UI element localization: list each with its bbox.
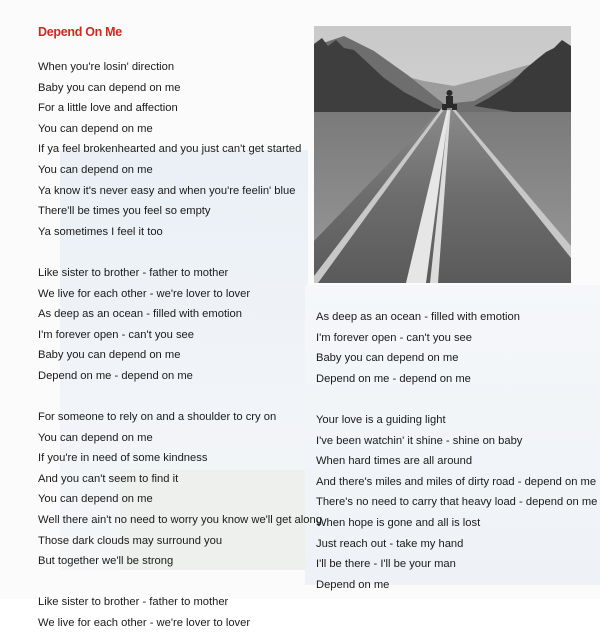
- lyric-line: We live for each other - we're lover to lover: [38, 287, 251, 300]
- lyric-line: Depend on me - depend on me: [38, 369, 193, 382]
- lyric-line: For someone to rely on and a shoulder to cry on: [38, 411, 277, 424]
- lyric-line: If you're in need of some kindness: [38, 452, 208, 465]
- lyric-line: And you can't seem to find it: [38, 472, 179, 485]
- lyric-line: For a little love and affection: [38, 102, 178, 115]
- lyric-line: Baby you can depend on me: [38, 81, 181, 94]
- lyric-line: When hard times are all around: [316, 455, 473, 468]
- road-photo-image: [314, 26, 571, 283]
- lyric-line: There'll be times you feel so empty: [38, 205, 211, 218]
- lyric-line: Just reach out - take my hand: [316, 537, 464, 550]
- lyrics-right-column: [316, 307, 597, 595]
- lyric-line: I've been watchin' it shine - shine on baby: [316, 434, 523, 447]
- lyric-line: As deep as an ocean - filled with emotion: [38, 308, 242, 321]
- lyric-line: Depend on me: [316, 578, 390, 591]
- lyric-line: And there's miles and miles of dirty road - depend on me: [316, 475, 597, 488]
- lyric-line: We live for each other - we're lover to lover: [38, 617, 251, 630]
- lyric-line: I'm forever open - can't you see: [38, 328, 195, 341]
- lyric-line: Depend on me - depend on me: [316, 372, 471, 385]
- lyric-line: Those dark clouds may surround you: [38, 534, 223, 547]
- lyric-line: Your love is a guiding light: [316, 413, 446, 426]
- lyric-line: I'm forever open - can't you see: [316, 331, 473, 344]
- lyrics-left-column: [38, 57, 322, 634]
- stanza-gap: [38, 387, 322, 408]
- lyric-line: You can depend on me: [38, 163, 153, 176]
- lyric-line: Baby you can depend on me: [38, 349, 181, 362]
- lyric-line: Ya know it's never easy and when you're feelin' blue: [38, 184, 296, 197]
- lyric-line: Well there ain't no need to worry you know we'll get along: [38, 514, 322, 527]
- stanza-gap: [316, 389, 597, 410]
- lyric-line: If ya feel brokenhearted and you just can't get started: [38, 143, 302, 156]
- song-title: Depend On Me: [38, 25, 122, 39]
- lyric-line: Baby you can depend on me: [316, 352, 459, 365]
- lyric-line: There's no need to carry that heavy load - depend on me: [316, 496, 598, 509]
- lyric-line: Ya sometimes I feel it too: [38, 225, 163, 238]
- lyric-line: You can depend on me: [38, 122, 153, 135]
- stanza-gap: [38, 242, 322, 263]
- lyric-line: But together we'll be strong: [38, 555, 174, 568]
- stanza-gap: [38, 572, 322, 593]
- lyric-line: You can depend on me: [38, 431, 153, 444]
- lyric-line: When hope is gone and all is lost: [316, 516, 481, 529]
- lyric-line: Like sister to brother - father to mother: [38, 266, 229, 279]
- lyric-line: You can depend on me: [38, 493, 153, 506]
- road-photo: [314, 26, 571, 283]
- lyric-line: As deep as an ocean - filled with emotion: [316, 311, 520, 323]
- lyric-line: Like sister to brother - father to mother: [38, 596, 229, 609]
- lyric-line: When you're losin' direction: [38, 61, 175, 73]
- lyric-line: I'll be there - I'll be your man: [316, 558, 456, 571]
